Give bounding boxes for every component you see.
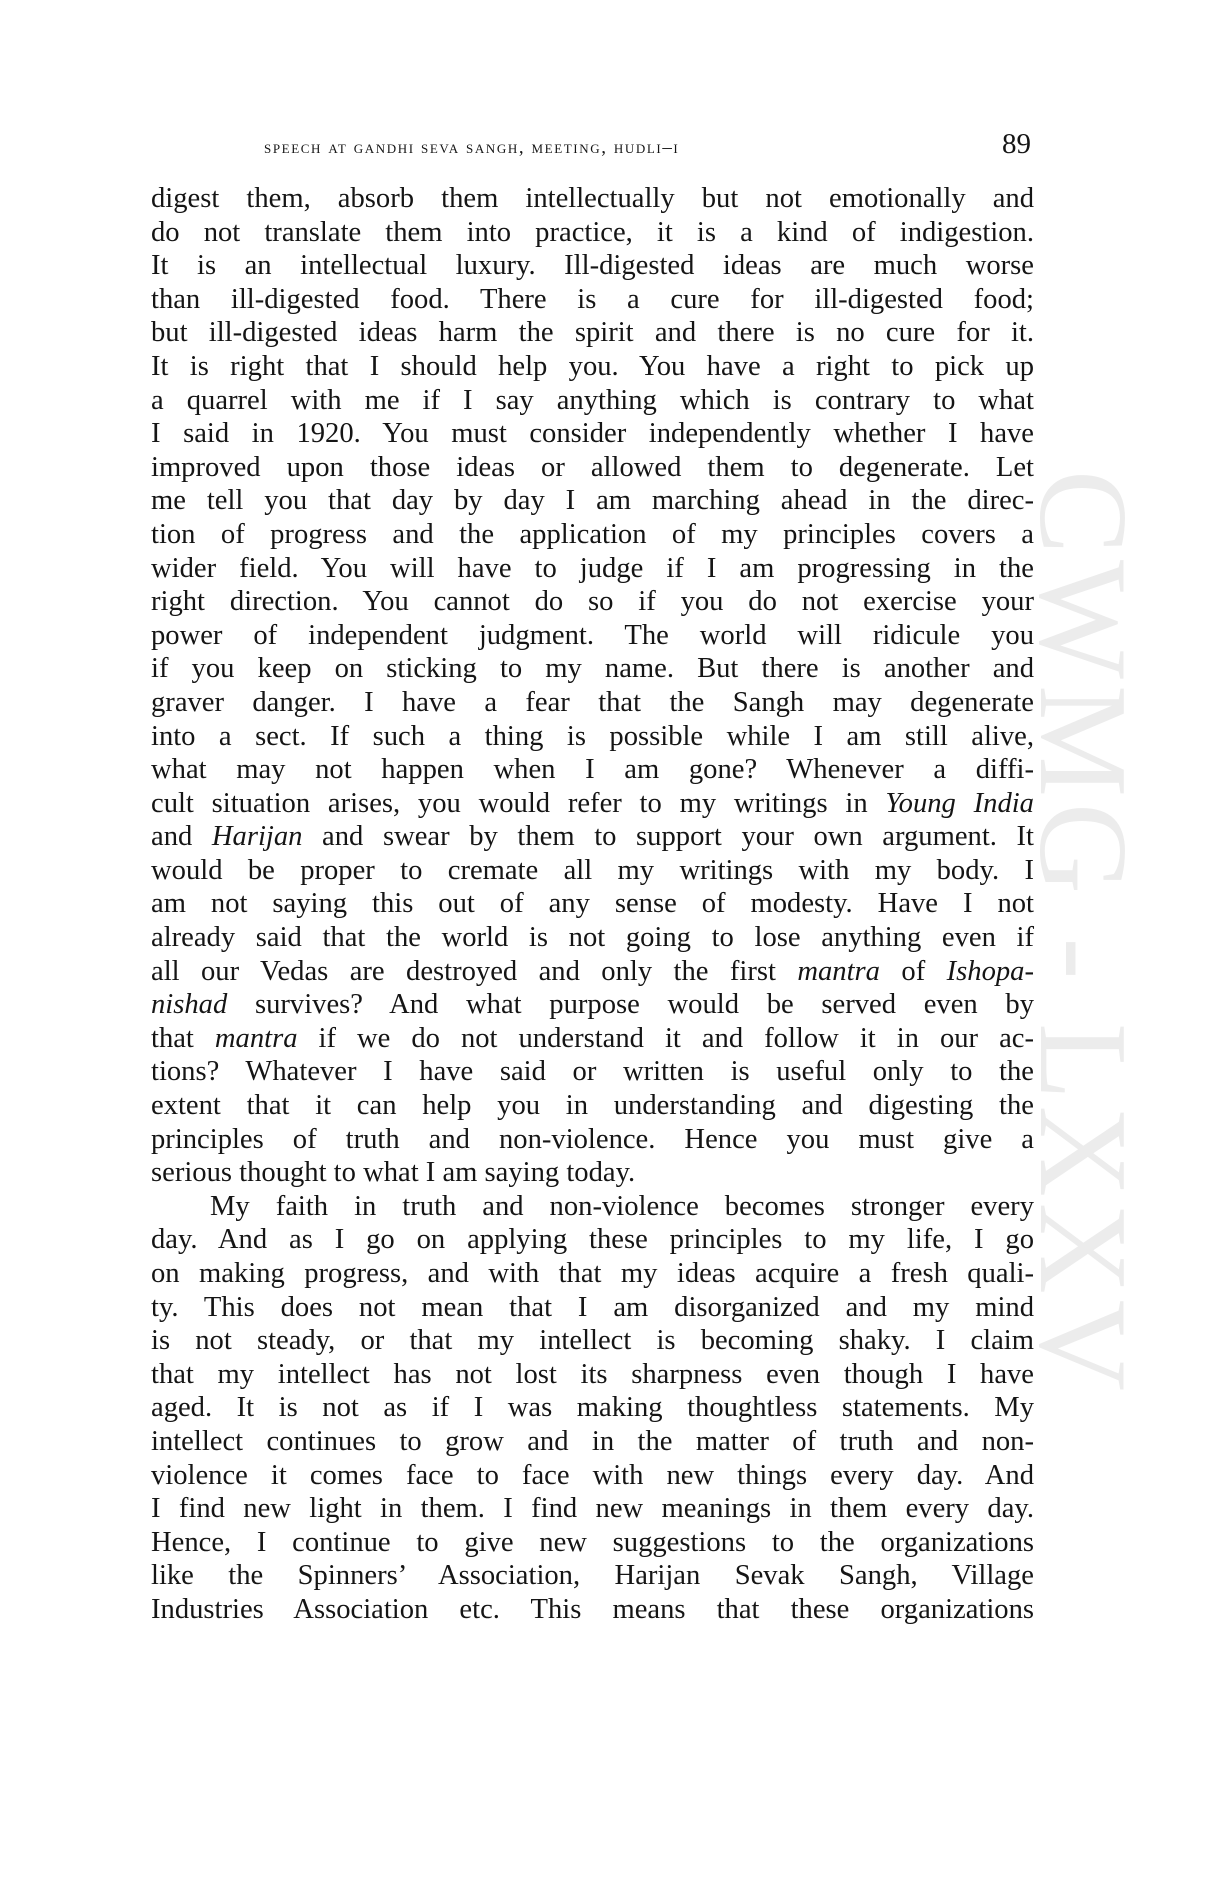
italic-text: mantra: [797, 955, 880, 987]
text-segment: serious thought to what I am saying today.: [151, 1157, 636, 1189]
text-line: [151, 182, 1034, 216]
text-line: [151, 1223, 1034, 1257]
text-line: [151, 921, 1034, 955]
text-segment: I find new light in them. I find new meanings in them every day.: [151, 1493, 1034, 1525]
paragraph: [151, 182, 1034, 1190]
text-line: [151, 955, 1034, 989]
text-segment: It is an intellectual luxury. Ill-digested ideas are much worse: [151, 250, 1034, 282]
text-line: [151, 1022, 1034, 1056]
text-segment: improved upon those ideas or allowed them to degenerate. Let: [151, 451, 1034, 483]
text-line: [151, 1055, 1034, 1089]
text-line: [151, 1358, 1034, 1392]
text-segment: but ill-digested ideas harm the spirit and there is no cure for it.: [151, 317, 1034, 349]
italic-text: nishad: [151, 989, 228, 1021]
text-line: [151, 686, 1034, 720]
text-segment: power of independent judgment. The world will ridicule you: [151, 619, 1034, 651]
text-line: [151, 1324, 1034, 1358]
text-line: [151, 384, 1034, 418]
body-text: [151, 182, 1034, 1627]
watermark: CWMG - LXXV: [1013, 470, 1152, 1397]
text-segment: do not translate them into practice, it is a kind of indigestion.: [151, 216, 1034, 248]
text-line: [151, 1425, 1034, 1459]
text-line: [151, 1291, 1034, 1325]
text-line: [151, 451, 1034, 485]
text-segment: violence it comes face to face with new things every day. And: [151, 1459, 1034, 1491]
text-segment: ty. This does not mean that I am disorganized and my mind: [151, 1291, 1034, 1323]
text-segment: me tell you that day by day I am marching ahead in the direc-: [151, 485, 1034, 517]
text-line: [151, 720, 1034, 754]
text-line: [151, 1257, 1034, 1291]
text-line: [151, 1492, 1034, 1526]
text-segment: than ill-digested food. There is a cure for ill-digested food;: [151, 283, 1034, 315]
text-segment: and swear by them to support your own argument. It: [302, 821, 1034, 853]
text-line: [151, 1123, 1034, 1157]
text-segment: tion of progress and the application of my principles covers a: [151, 518, 1034, 550]
text-line: [151, 1391, 1034, 1425]
text-segment: a quarrel with me if I say anything which is contrary to what: [151, 384, 1034, 416]
text-segment: survives? And what purpose would be served even by: [227, 989, 1034, 1021]
italic-text: Ishopa-: [946, 955, 1034, 987]
page-number: 89: [1002, 128, 1031, 160]
text-segment: that: [151, 1022, 215, 1054]
text-line: [151, 1190, 1034, 1224]
text-line: [151, 249, 1034, 283]
italic-text: Harijan: [211, 821, 303, 853]
text-segment: what may not happen when I am gone? Whenever a diffi-: [151, 754, 1034, 786]
text-line: [151, 988, 1034, 1022]
text-line: [151, 1156, 1034, 1190]
italic-text: Young India: [885, 787, 1034, 819]
text-line: [151, 350, 1034, 384]
text-line: [151, 216, 1034, 250]
text-segment: My faith in truth and non-violence becomes stronger every: [210, 1190, 1034, 1222]
text-segment: extent that it can help you in understanding and digesting the: [151, 1090, 1034, 1122]
text-segment: all our Vedas are destroyed and only the first: [151, 955, 798, 987]
running-header: speech at gandhi seva sangh, meeting, hudli–i: [264, 137, 680, 158]
text-segment: wider field. You will have to judge if I am progressing in the: [151, 552, 1034, 584]
text-segment: graver danger. I have a fear that the Sangh may degenerate: [151, 686, 1034, 718]
text-segment: digest them, absorb them intellectually but not emotionally and: [151, 183, 1034, 214]
text-segment: into a sect. If such a thing is possible while I am still alive,: [151, 720, 1034, 752]
text-line: [151, 1089, 1034, 1123]
text-line: [151, 787, 1034, 821]
text-line: [151, 820, 1034, 854]
text-line: [151, 283, 1034, 317]
text-segment: aged. It is not as if I was making thoughtless statements. My: [151, 1392, 1034, 1424]
text-segment: that my intellect has not lost its sharpness even though I have: [151, 1358, 1034, 1390]
text-segment: tions? Whatever I have said or written is useful only to the: [151, 1056, 1034, 1088]
text-segment: if you keep on sticking to my name. But there is another and: [151, 653, 1034, 685]
text-segment: is not steady, or that my intellect is becoming shaky. I claim: [151, 1325, 1034, 1357]
text-segment: I said in 1920. You must consider independently whether I have: [151, 418, 1034, 450]
text-segment: Hence, I continue to give new suggestions to the organizations: [151, 1526, 1034, 1558]
text-segment: day. And as I go on applying these principles to my life, I go: [151, 1224, 1034, 1256]
text-segment: already said that the world is not going to lose anything even if: [151, 922, 1034, 954]
text-line: [151, 1526, 1034, 1560]
text-line: [151, 484, 1034, 518]
text-segment: It is right that I should help you. You have a right to pick up: [151, 350, 1034, 382]
text-line: [151, 753, 1034, 787]
italic-text: mantra: [214, 1022, 298, 1054]
text-line: [151, 1593, 1034, 1627]
text-line: [151, 1559, 1034, 1593]
text-segment: principles of truth and non-violence. Hence you must give a: [151, 1123, 1034, 1155]
text-line: [151, 652, 1034, 686]
paragraph: [151, 1190, 1034, 1627]
text-segment: intellect continues to grow and in the matter of truth and non-: [151, 1425, 1034, 1457]
text-segment: am not saying this out of any sense of modesty. Have I not: [151, 888, 1034, 920]
text-segment: on making progress, and with that my ideas acquire a fresh quali-: [151, 1258, 1034, 1289]
text-line: [151, 854, 1034, 888]
text-segment: cult situation arises, you would refer to my writings in: [151, 787, 886, 819]
text-line: [151, 619, 1034, 653]
text-segment: and: [151, 821, 212, 853]
text-segment: like the Spinners’ Association, Harijan Sevak Sangh, Village: [151, 1560, 1034, 1592]
text-segment: right direction. You cannot do so if you do not exercise your: [151, 586, 1034, 618]
text-segment: if we do not understand it and follow it in our ac-: [297, 1022, 1034, 1054]
text-segment: would be proper to cremate all my writings with my body. I: [151, 854, 1034, 886]
text-line: [151, 552, 1034, 586]
text-segment: Industries Association etc. This means that these organizations: [151, 1593, 1034, 1625]
text-segment: of: [879, 955, 947, 987]
text-line: [151, 1459, 1034, 1493]
text-line: [151, 585, 1034, 619]
text-line: [151, 887, 1034, 921]
text-line: [151, 417, 1034, 451]
text-line: [151, 518, 1034, 552]
text-line: [151, 316, 1034, 350]
